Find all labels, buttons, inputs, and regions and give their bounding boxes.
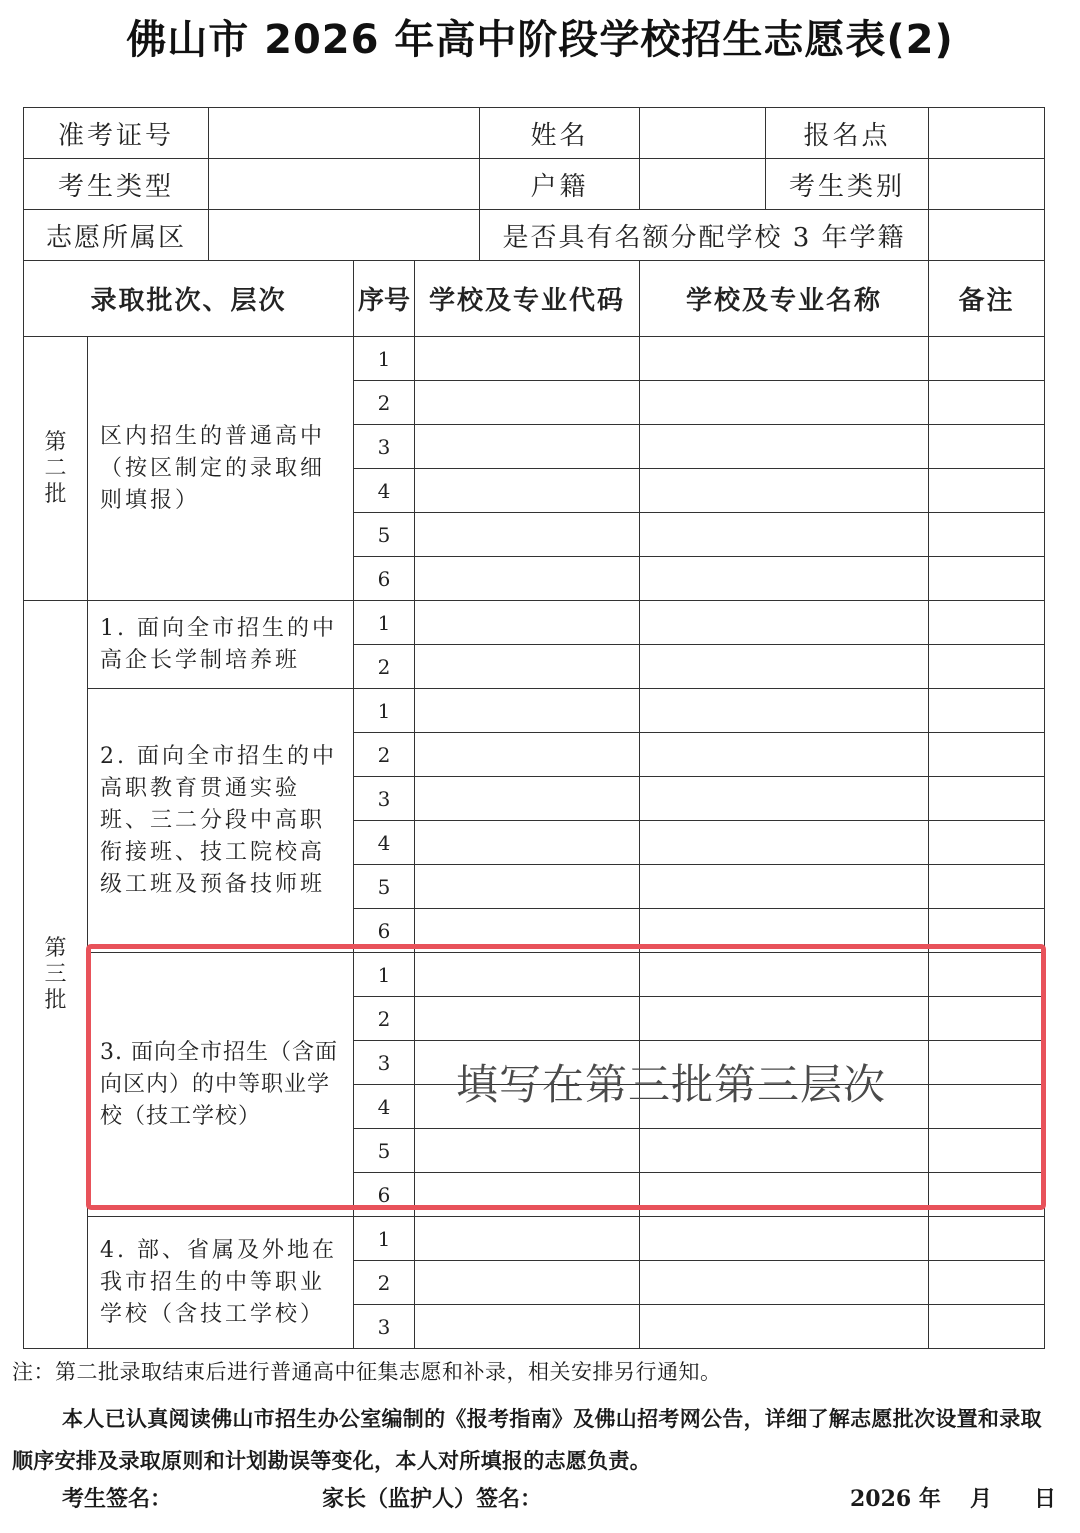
form-title: 佛山市 2026 年高中阶段学校招生志愿表(2) xyxy=(126,17,954,63)
table-row xyxy=(24,1217,1045,1261)
exam-number-label: 准考证号 xyxy=(24,108,209,159)
seq-cell: 2 xyxy=(354,997,415,1041)
remark-cell[interactable] xyxy=(929,513,1045,557)
student-signature-label: 考生签名： xyxy=(62,1486,173,1512)
school-name-cell[interactable] xyxy=(640,1305,929,1349)
category-third-1: 1. 面向全市招生的中高企长学制培养班 xyxy=(88,601,354,689)
seq-cell: 4 xyxy=(354,821,415,865)
header-row-2 xyxy=(24,159,1045,210)
seq-cell: 1 xyxy=(354,601,415,645)
code-cell[interactable] xyxy=(415,645,640,689)
table-row xyxy=(24,601,1045,645)
seq-cell: 5 xyxy=(354,865,415,909)
remark-cell[interactable] xyxy=(929,557,1045,601)
remark-cell[interactable] xyxy=(929,1261,1045,1305)
code-cell[interactable] xyxy=(415,689,640,733)
code-cell[interactable] xyxy=(415,997,640,1041)
table-row xyxy=(24,689,1045,733)
school-name-cell[interactable] xyxy=(640,1129,929,1173)
school-name-cell[interactable] xyxy=(640,469,929,513)
seq-cell: 6 xyxy=(354,909,415,953)
remark-cell[interactable] xyxy=(929,865,1045,909)
school-name-cell[interactable] xyxy=(640,865,929,909)
district-field[interactable] xyxy=(209,210,480,261)
remark-cell[interactable] xyxy=(929,1085,1045,1129)
footnote: 注：第二批录取结束后进行普通高中征集志愿和补录，相关安排另行通知。 xyxy=(12,1360,722,1384)
remark-cell[interactable] xyxy=(929,469,1045,513)
seq-cell: 3 xyxy=(354,1305,415,1349)
remark-cell[interactable] xyxy=(929,601,1045,645)
code-cell[interactable] xyxy=(415,1217,640,1261)
category-third-2: 2. 面向全市招生的中高职教育贯通实验班、三二分段中高职衔接班、技工院校高级工班及预备技师班 xyxy=(88,689,354,953)
district-label: 志愿所属区 xyxy=(24,210,209,261)
school-name-cell[interactable] xyxy=(640,381,929,425)
code-cell[interactable] xyxy=(415,1305,640,1349)
batch-level-header: 录取批次、层次 xyxy=(24,261,354,337)
quota-school-label: 是否具有名额分配学校 3 年学籍 xyxy=(480,210,929,261)
seq-cell: 3 xyxy=(354,777,415,821)
remark-cell[interactable] xyxy=(929,821,1045,865)
candidate-type-field[interactable] xyxy=(209,159,480,210)
code-cell[interactable] xyxy=(415,865,640,909)
remark-cell[interactable] xyxy=(929,777,1045,821)
declaration-text: 本人已认真阅读佛山市招生办公室编制的《报考指南》及佛山招考网公告，详细了解志愿批次设置和录取顺序安排及录取原则和计划勘误等变化，本人对所填报的志愿负责。 xyxy=(12,1406,1042,1473)
table-row xyxy=(24,337,1045,381)
remark-cell[interactable] xyxy=(929,1041,1045,1085)
seq-cell: 2 xyxy=(354,381,415,425)
batch-second-label: 第二批 xyxy=(24,337,88,601)
seq-header: 序号 xyxy=(354,261,415,337)
category-third-3: 3. 面向全市招生（含面向区内）的中等职业学校（技工学校） xyxy=(88,953,354,1217)
school-name-cell[interactable] xyxy=(640,337,929,381)
seq-cell: 1 xyxy=(354,337,415,381)
school-name-cell[interactable] xyxy=(640,733,929,777)
header-row-1 xyxy=(24,108,1045,159)
school-name-cell[interactable] xyxy=(640,953,929,997)
seq-cell: 1 xyxy=(354,689,415,733)
code-cell[interactable] xyxy=(415,557,640,601)
category-third-4: 4. 部、省属及外地在我市招生的中等职业学校（含技工学校） xyxy=(88,1217,354,1349)
code-cell[interactable] xyxy=(415,733,640,777)
seq-cell: 5 xyxy=(354,1129,415,1173)
school-name-cell[interactable] xyxy=(640,645,929,689)
name-field[interactable] xyxy=(640,108,766,159)
remark-cell[interactable] xyxy=(929,909,1045,953)
remark-cell[interactable] xyxy=(929,337,1045,381)
parent-signature-label: 家长（监护人）签名： xyxy=(322,1486,543,1512)
code-cell[interactable] xyxy=(415,1129,640,1173)
batch-third-label: 第三批 xyxy=(24,601,88,1349)
school-name-cell[interactable] xyxy=(640,601,929,645)
code-header: 学校及专业代码 xyxy=(415,261,640,337)
school-name-cell[interactable] xyxy=(640,557,929,601)
school-name-cell[interactable] xyxy=(640,689,929,733)
code-cell[interactable] xyxy=(415,1173,640,1217)
code-cell[interactable] xyxy=(415,425,640,469)
seq-cell: 5 xyxy=(354,513,415,557)
seq-cell: 3 xyxy=(354,425,415,469)
code-cell[interactable] xyxy=(415,953,640,997)
remark-cell[interactable] xyxy=(929,733,1045,777)
registration-site-field[interactable] xyxy=(929,108,1045,159)
remark-cell[interactable] xyxy=(929,645,1045,689)
seq-cell: 3 xyxy=(354,1041,415,1085)
code-cell[interactable] xyxy=(415,469,640,513)
seq-cell: 1 xyxy=(354,953,415,997)
school-name-header: 学校及专业名称 xyxy=(640,261,929,337)
header-row-3 xyxy=(24,210,1045,261)
date-month: 月 xyxy=(970,1486,993,1512)
remark-cell[interactable] xyxy=(929,381,1045,425)
remark-cell[interactable] xyxy=(929,997,1045,1041)
school-name-cell[interactable] xyxy=(640,1217,929,1261)
school-name-cell[interactable] xyxy=(640,909,929,953)
school-name-cell[interactable] xyxy=(640,777,929,821)
seq-cell: 2 xyxy=(354,1261,415,1305)
exam-number-field[interactable] xyxy=(209,108,480,159)
code-cell[interactable] xyxy=(415,381,640,425)
remark-cell[interactable] xyxy=(929,1129,1045,1173)
highlight-annotation: 填写在第三批第三层次 xyxy=(456,1060,887,1109)
remark-cell[interactable] xyxy=(929,1217,1045,1261)
code-cell[interactable] xyxy=(415,821,640,865)
date-day: 日 xyxy=(1034,1486,1057,1512)
candidate-type-label: 考生类型 xyxy=(24,159,209,210)
code-cell[interactable] xyxy=(415,777,640,821)
remark-cell[interactable] xyxy=(929,689,1045,733)
code-cell[interactable] xyxy=(415,909,640,953)
name-label: 姓名 xyxy=(480,108,640,159)
seq-cell: 2 xyxy=(354,645,415,689)
school-name-cell[interactable] xyxy=(640,513,929,557)
remark-cell[interactable] xyxy=(929,1173,1045,1217)
application-form-table xyxy=(23,107,1045,1349)
seq-cell: 1 xyxy=(354,1217,415,1261)
table-row xyxy=(24,953,1045,997)
category-second-1: 区内招生的普通高中（按区制定的录取细则填报） xyxy=(88,337,354,601)
remark-cell[interactable] xyxy=(929,1305,1045,1349)
seq-cell: 6 xyxy=(354,1173,415,1217)
remark-cell[interactable] xyxy=(929,425,1045,469)
date-year: 2026 年 xyxy=(850,1486,941,1512)
code-cell[interactable] xyxy=(415,337,640,381)
code-cell[interactable] xyxy=(415,601,640,645)
school-name-cell[interactable] xyxy=(640,997,929,1041)
household-label: 户籍 xyxy=(480,159,640,210)
quota-school-field[interactable] xyxy=(929,210,1045,261)
school-name-cell[interactable] xyxy=(640,1261,929,1305)
code-cell[interactable] xyxy=(415,1261,640,1305)
seq-cell: 4 xyxy=(354,1085,415,1129)
school-name-cell[interactable] xyxy=(640,821,929,865)
seq-cell: 2 xyxy=(354,733,415,777)
registration-site-label: 报名点 xyxy=(766,108,929,159)
seq-cell: 4 xyxy=(354,469,415,513)
household-field[interactable] xyxy=(640,159,766,210)
remark-cell[interactable] xyxy=(929,953,1045,997)
code-cell[interactable] xyxy=(415,513,640,557)
school-name-cell[interactable] xyxy=(640,1173,929,1217)
remark-header: 备注 xyxy=(929,261,1045,337)
column-header-row xyxy=(24,261,1045,337)
candidate-category-label: 考生类别 xyxy=(766,159,929,210)
school-name-cell[interactable] xyxy=(640,425,929,469)
candidate-category-field[interactable] xyxy=(929,159,1045,210)
seq-cell: 6 xyxy=(354,557,415,601)
